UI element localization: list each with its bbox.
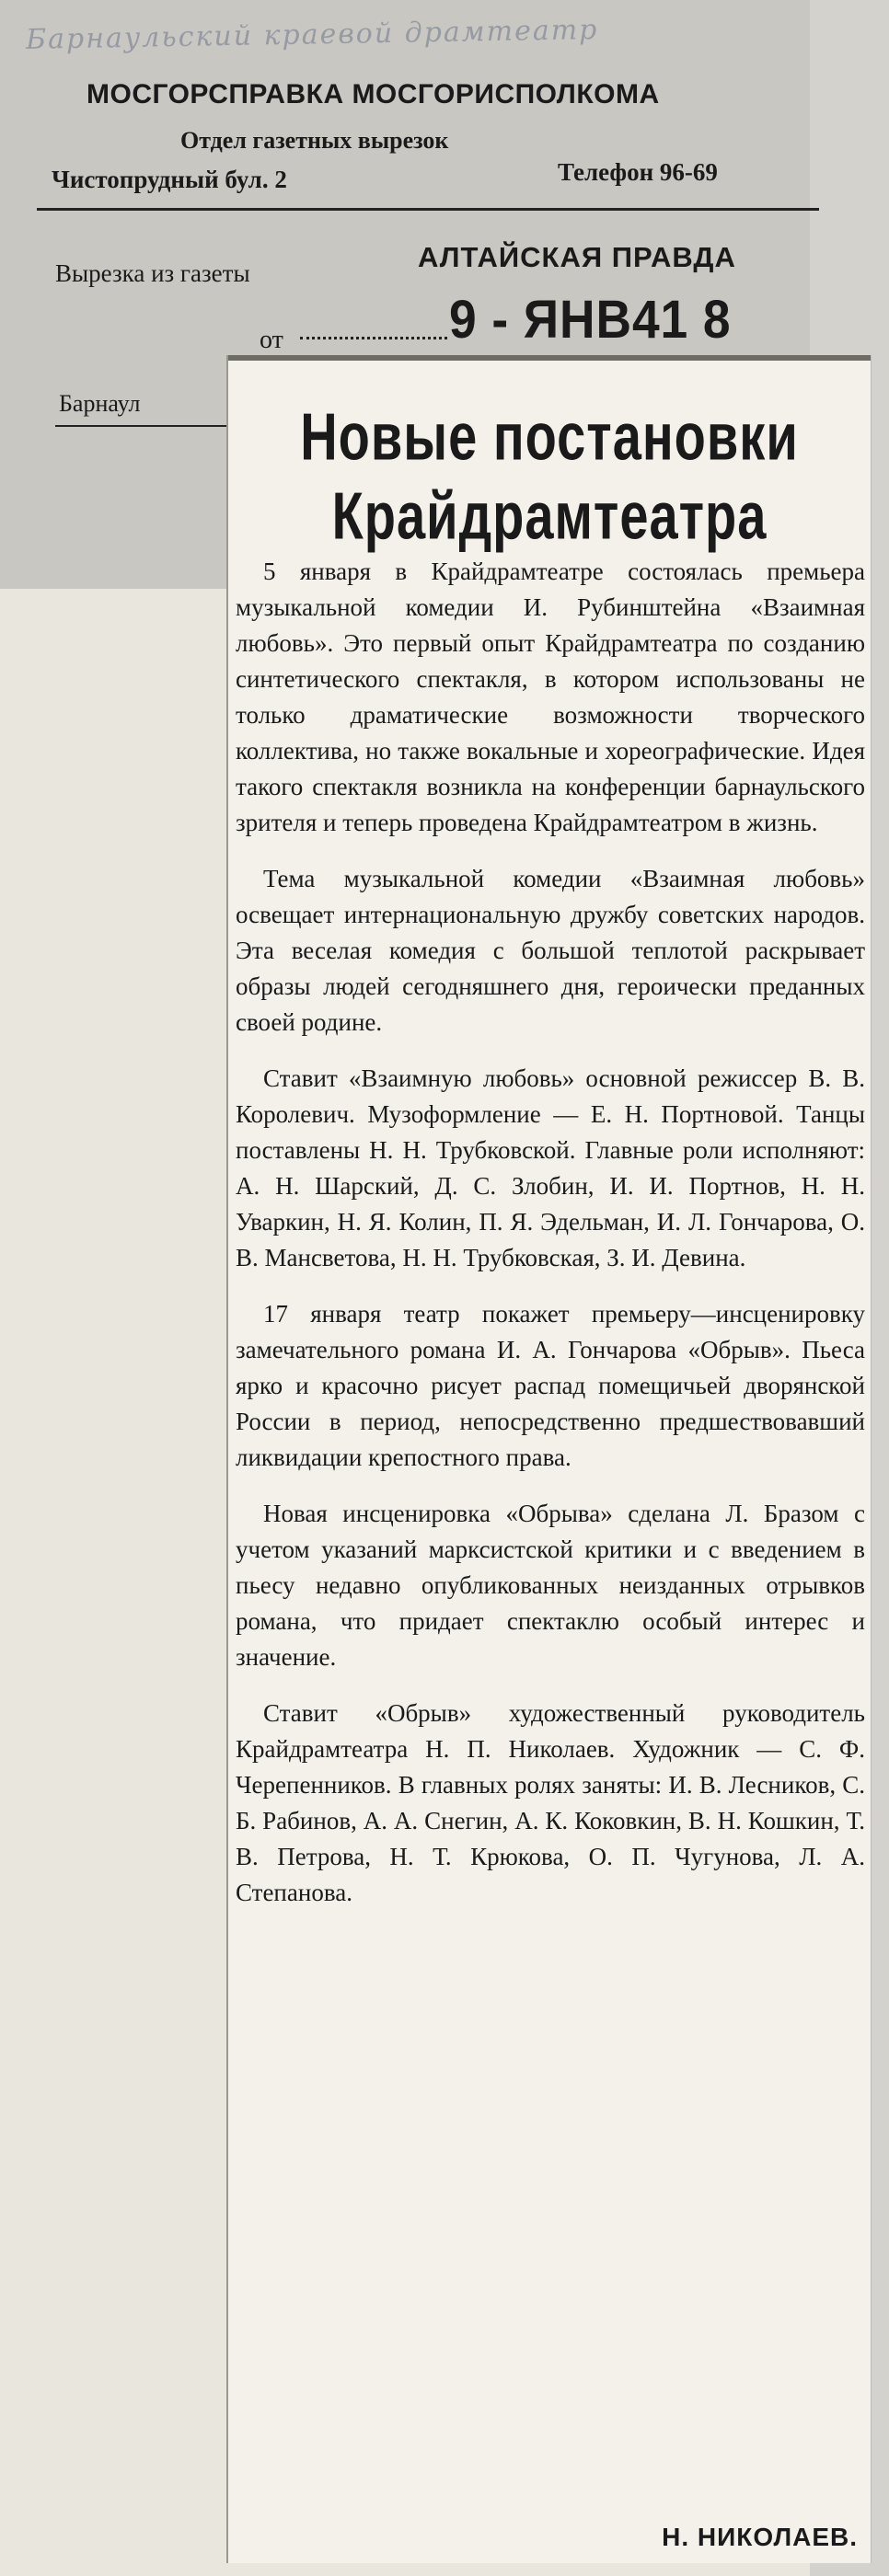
article-paragraph: Ставит «Обрыв» художественный руководитель Крайдрамтеатра Н. П. Николаев. Художник — С. Ф. Черепенников. В главных ролях заняты: И. В. Лесников, С. Б. Рабинов, А. А. Снегин, А. К. Коковкин, В. Н. Кошкин, Т. В. Петрова, Н. Т. Крюкова, О. П. Чугунова, Л. А. Степанова. bbox=[236, 1699, 865, 1906]
headline-line-2: Крайдрамтеатра bbox=[331, 477, 768, 553]
article-paragraph: 17 января театр покажет премьеру—инсценировку замечательного романа И. А. Гончарова «Обрыв». Пьеса ярко и красочно рисует распад помещичьей дворянской России в период, непосредственно предшествовавший ликвидации крепостного права. bbox=[236, 1300, 865, 1471]
clipping-top-edge bbox=[228, 355, 871, 361]
article-body bbox=[228, 554, 874, 1931]
article-signature: Н. НИКОЛАЕВ. bbox=[662, 2523, 858, 2551]
form-address: Чистопрудный бул. 2 bbox=[52, 166, 287, 193]
form-divider bbox=[37, 208, 819, 211]
date-stamp: 9 - ЯНВ41 8 bbox=[449, 290, 732, 350]
article-headline bbox=[228, 397, 871, 556]
article-paragraph: 5 января в Крайдрамтеатре состоялась премьера музыкальной комедии И. Рубинштейна «Взаимная любовь». Это первый опыт Крайдрамтеатра по созданию синтетического спектакля, в котором использованы не только драматические возможности творческого коллектива, но также вокальные и хореографические. Идея такого спектакля возникла на конференции барнаульского зрителя и теперь проведена Крайдрамтеатром в жизнь. bbox=[236, 558, 865, 836]
city-underline bbox=[55, 425, 230, 427]
article-paragraph: Новая инсценировка «Обрыва» сделана Л. Бразом с учетом указаний марксистской критики и с введением в пьесу недавно опубликованных неизданных отрывков романа, что придает спектаклю особый интерес и значение. bbox=[236, 1500, 865, 1671]
headline-line-1: Новые постановки bbox=[300, 398, 799, 475]
newspaper-name: АЛТАЙСКАЯ ПРАВДА bbox=[418, 241, 736, 273]
newspaper-clipping bbox=[226, 355, 871, 2563]
article-paragraph: Тема музыкальной комедии «Взаимная любовь» освещает интернациональную дружбу советских народов. Эта веселая комедия с большой теплотой раскрывает образы людей сегодняшнего дня, героически преданных своей родине. bbox=[236, 865, 865, 1036]
form-title: МОСГОРСПРАВКА МОСГОРИСПОЛКОМА bbox=[87, 79, 660, 109]
article-paragraph: Ставит «Взаимную любовь» основной режиссер В. В. Королевич. Музоформление — Е. Н. Портновой. Танцы поставлены Н. Н. Трубковской. Главные роли исполняют: А. Н. Шарский, Д. С. Злобин, И. И. Портнов, Н. Н. Уваркин, Н. Я. Колин, П. Я. Эдельман, И. Л. Гончарова, О. В. Мансветова, Н. Н. Трубковская, З. И. Девина. bbox=[236, 1064, 865, 1271]
handwritten-note: Барнаульский краевой драмтеатр bbox=[25, 13, 599, 56]
clipping-label: Вырезка из газеты bbox=[55, 259, 250, 287]
form-department: Отдел газетных вырезок bbox=[180, 127, 449, 154]
date-dotted-line bbox=[300, 337, 447, 339]
form-phone: Телефон 96-69 bbox=[558, 158, 718, 186]
city-label: Барнаул bbox=[59, 390, 141, 417]
date-prefix: от bbox=[260, 326, 283, 354]
